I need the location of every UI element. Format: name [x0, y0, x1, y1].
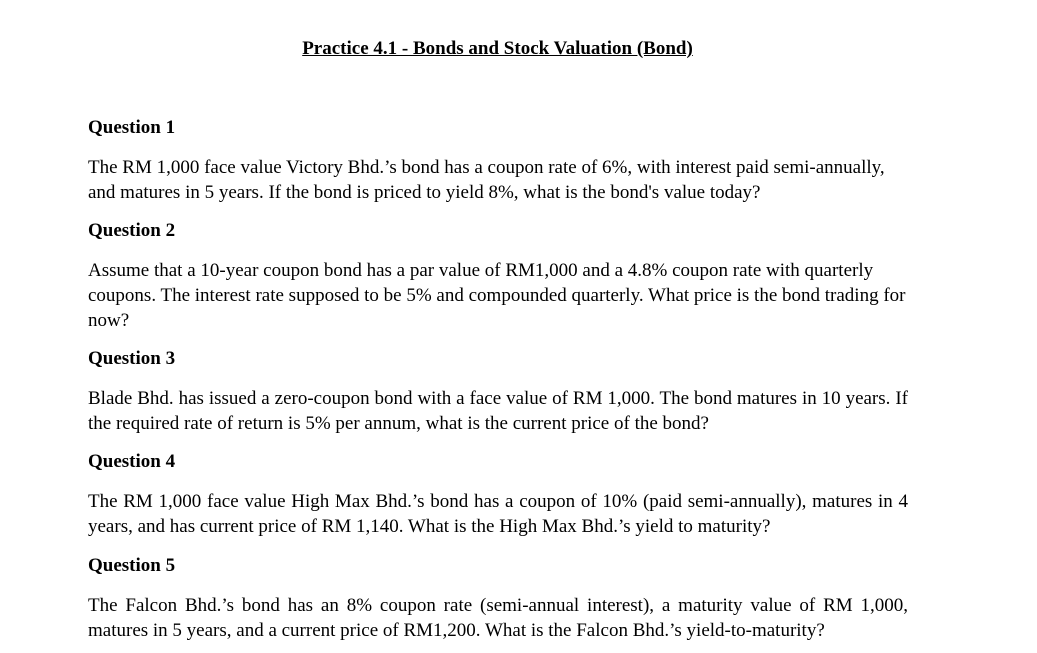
question-5-text: The Falcon Bhd.’s bond has an 8% coupon rate (semi-annual interest), a maturity value of RM 1,000, matures in 5 years, and a current price of RM1,200. What is the Falcon Bhd.’s yield-to-maturity? — [88, 595, 908, 641]
question-4-heading: Question 4 — [88, 451, 176, 472]
question-5-heading: Question 5 — [88, 555, 176, 576]
question-3-heading: Question 3 — [88, 348, 176, 369]
question-2-heading: Question 2 — [88, 220, 176, 241]
question-1-heading: Question 1 — [88, 117, 176, 138]
question-3-text: Blade Bhd. has issued a zero-coupon bond with a face value of RM 1,000. The bond matures in 10 years. If the required rate of return is 5% per annum, what is the current price of the bond? — [88, 388, 908, 434]
question-1-text: The RM 1,000 face value Victory Bhd.’s bond has a coupon rate of 6%, with interest paid semi-annually, and matures in 5 years. If the bond is priced to yield 8%, what is the bond's value today? — [88, 157, 885, 203]
question-4-text: The RM 1,000 face value High Max Bhd.’s bond has a coupon of 10% (paid semi-annually), matures in 4 years, and has current price of RM 1,140. What is the High Max Bhd.’s yield to maturity? — [88, 491, 908, 537]
question-2-text: Assume that a 10-year coupon bond has a par value of RM1,000 and a 4.8% coupon rate with quarterly coupons. The interest rate supposed to be 5% and compounded quarterly. What price is the bond trading for now? — [88, 260, 906, 331]
page-title: Practice 4.1 - Bonds and Stock Valuation (Bond) — [302, 38, 693, 59]
